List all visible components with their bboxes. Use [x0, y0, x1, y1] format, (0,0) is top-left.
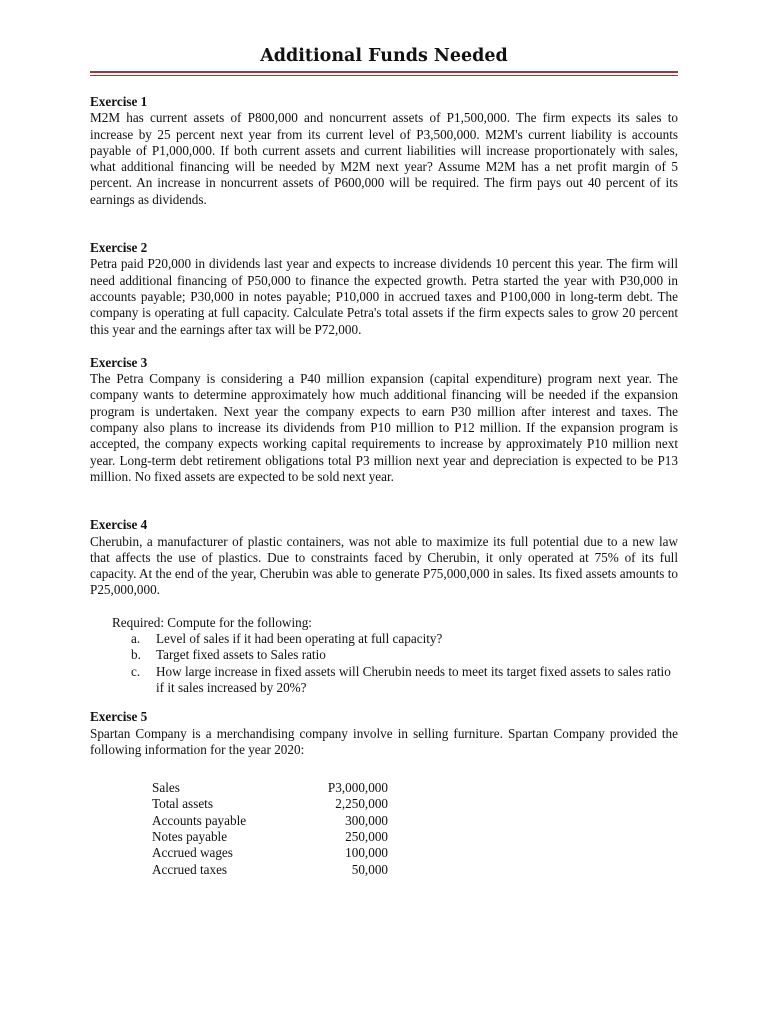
exercise-4 [90, 517, 678, 696]
exercise-4-heading: Exercise 4 [90, 517, 148, 533]
table-row [152, 829, 388, 845]
row-label: Accounts payable [152, 812, 247, 828]
required-item-letter: c. [131, 663, 141, 679]
row-label: Sales [152, 780, 180, 796]
exercise-3 [90, 355, 678, 485]
row-label: Accrued taxes [152, 861, 228, 877]
table-row [152, 813, 388, 829]
row-value: 250,000 [345, 828, 388, 844]
exercise-4-text: Cherubin, a manufacturer of plastic containers, was not able to maximize its full potential due to a new law that affects the use of plastics. Due to constraints faced by Cherubin, it only operated at 75% of its full capacity. At the end of the year, Cherubin was able to generate P75,000,000 in sales. Its fixed assets amounts to P25,000,000. [90, 533, 678, 598]
exercise-5-heading: Exercise 5 [90, 709, 148, 725]
exercise-2-heading: Exercise 2 [90, 240, 148, 256]
exercise-2 [90, 240, 678, 338]
required-item-text: Target fixed assets to Sales ratio [156, 647, 326, 663]
required-intro: Required: Compute for the following: [112, 614, 312, 630]
document-title: Additional Funds Needed [260, 46, 508, 66]
required-item [112, 647, 678, 663]
table-row [152, 845, 388, 861]
exercise-2-text: Petra paid P20,000 in dividends last year and expects to increase dividends 10 percent this year. The firm will need additional financing of P50,000 to finance the expected growth. Petra started the year with P30,000 in accounts payable; P30,000 in notes payable; P10,000 in accrued taxes and P100,000 in long-term debt. The company is operating at full capacity. Calculate Petra's total assets if the firm expects sales to grow 20 percent this year and the earnings after tax will be P72,000. [90, 256, 678, 337]
exercise-3-heading: Exercise 3 [90, 354, 148, 370]
row-label: Notes payable [152, 828, 228, 844]
required-section [112, 615, 678, 696]
exercise-1-heading: Exercise 1 [90, 94, 148, 109]
row-label: Total assets [152, 796, 213, 812]
table-row [152, 796, 388, 812]
document-body [90, 94, 678, 878]
required-item [112, 631, 678, 647]
required-item-text: How large increase in fixed assets will Cherubin needs to meet its target fixed assets to sales ratio if it sales increased by 20%? [156, 663, 671, 695]
exercise-3-text: The Petra Company is considering a P40 million expansion (capital expenditure) program next year. The company wants to determine approximately how much additional financing will be needed if the expansion program is undertaken. Next year the company expects to earn P30 million after interest and taxes. The company also plans to increase its dividends from P10 million to P12 million. If the expansion program is accepted, the company expects working capital requirements to increase by approximately P10 million next year. Long-term debt retirement obligations total P3 million next year and depreciation is expected to be P13 million. No fixed assets are expected to be sold next year. [90, 371, 678, 484]
required-item-letter: a. [131, 631, 141, 647]
exercise-1 [90, 94, 678, 208]
exercise-5 [90, 709, 678, 878]
required-item-text: Level of sales if it had been operating at full capacity? [156, 631, 443, 647]
row-value: 300,000 [345, 812, 388, 828]
required-item-letter: b. [131, 647, 141, 663]
row-value: 50,000 [351, 861, 388, 877]
row-value: P3,000,000 [327, 780, 388, 796]
table-row [152, 862, 388, 878]
table-row [152, 780, 388, 796]
title-rule-thin [90, 75, 678, 76]
row-label: Accrued wages [152, 845, 233, 861]
financial-info-table [152, 780, 388, 878]
row-value: 2,250,000 [335, 796, 388, 812]
required-list [112, 631, 678, 696]
exercise-5-text: Spartan Company is a merchandising company involve in selling furniture. Spartan Company provided the following information for the year 2020: [90, 725, 678, 757]
title-rule-thick [90, 71, 678, 73]
exercise-1-text: M2M has current assets of P800,000 and noncurrent assets of P1,500,000. The firm expects its sales to increase by 25 percent next year from its current level of P3,500,000. M2M's current liability is accounts payable of P1,000,000. If both current assets and current liabilities will increase proportionately with sales, what additional financing will be needed by M2M next year? Assume M2M has a net profit margin of 5 percent. An increase in noncurrent assets of P600,000 will be required. The firm pays out 40 percent of its earnings as dividends. [90, 110, 678, 207]
required-item [112, 664, 678, 697]
row-value: 100,000 [345, 845, 388, 861]
